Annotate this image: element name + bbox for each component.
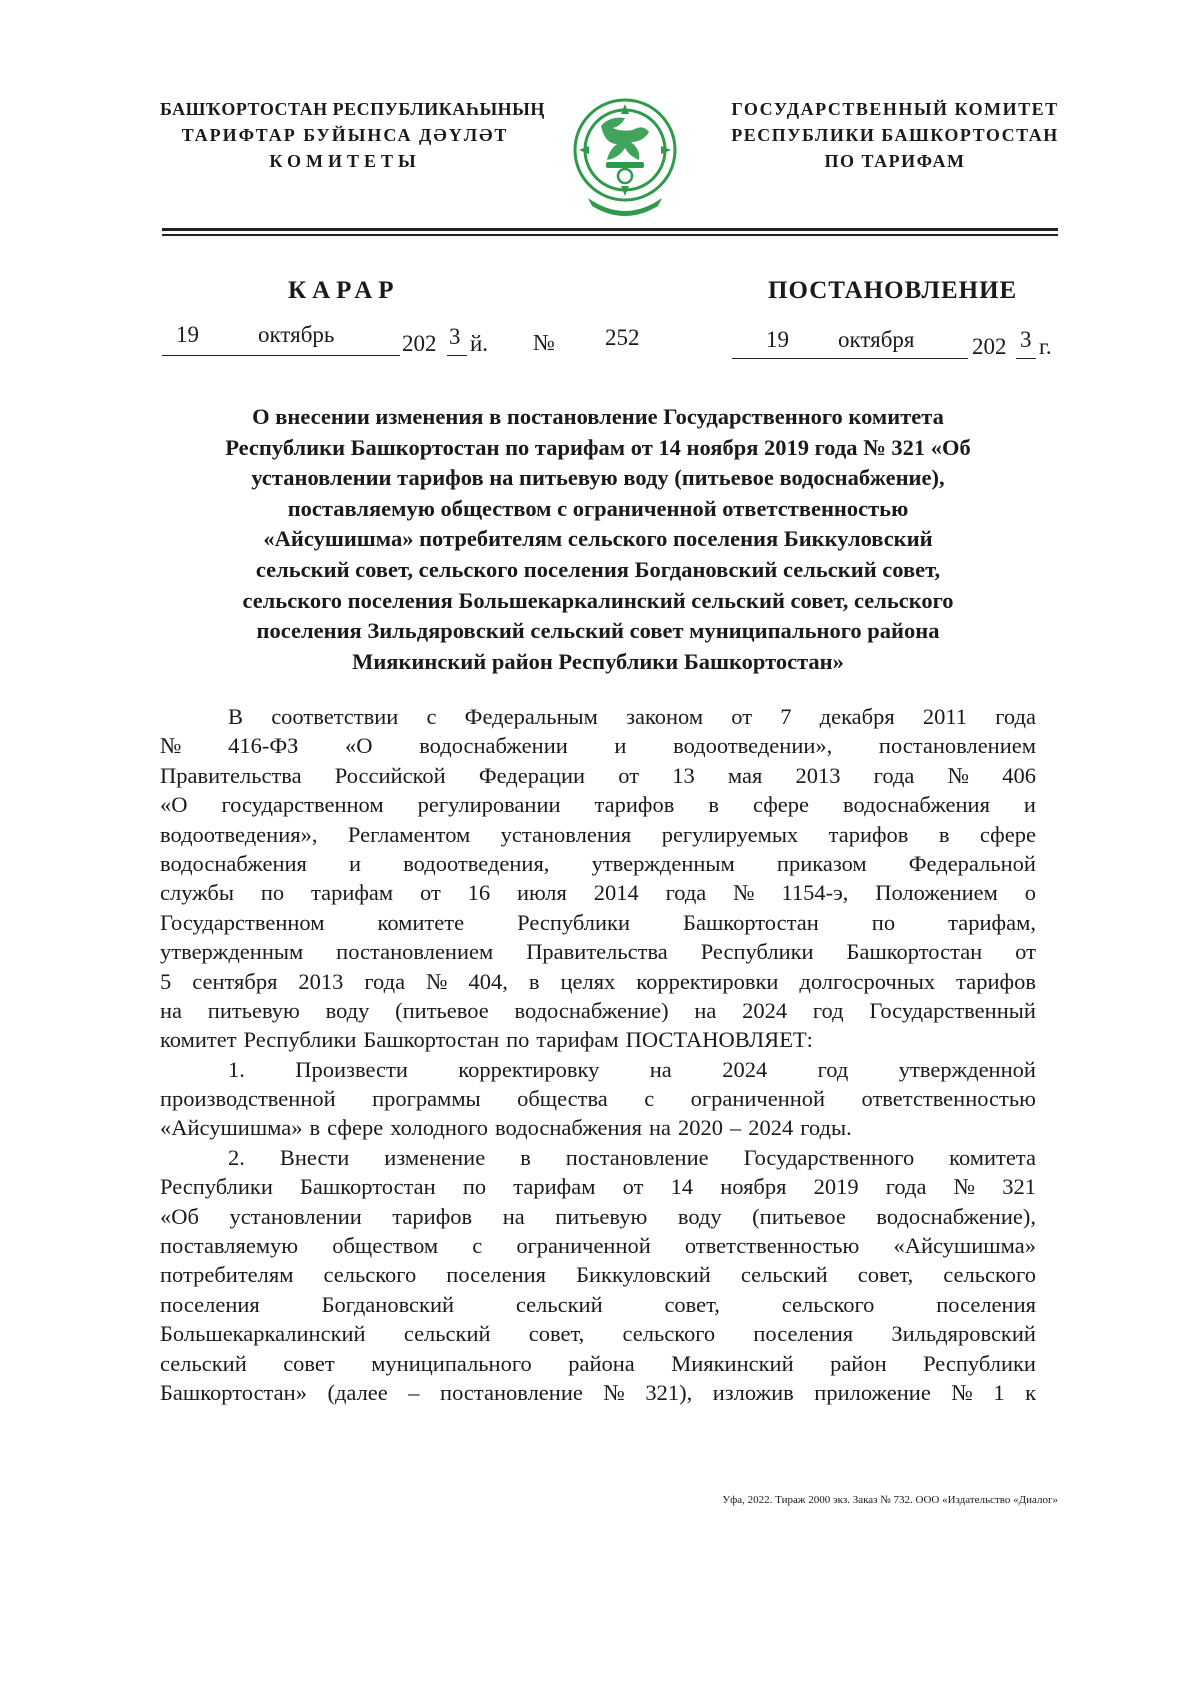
date-right-year-prefix: 202 <box>972 334 1007 359</box>
header-divider-thick <box>162 228 1058 231</box>
subject-line: сельского поселения Большекаркалинский сельский совет, сельского <box>242 587 954 613</box>
date-left-day: 19 <box>176 322 199 347</box>
body-line: Правительства Российской Федерации от 13 мая 2013 года № 406 <box>160 762 1036 788</box>
body-line: 5 сентября 2013 года № 404, в целях корректировки долгосрочных тарифов <box>160 968 1036 994</box>
body-line: Государственном комитете Республики Башкортостан по тарифам, <box>160 909 1036 935</box>
body-line: сельский совет муниципального района Миякинский район Республики <box>160 1350 1036 1376</box>
date-left-year-digit: 3 <box>449 324 461 349</box>
body-line: комитет Республики Башкортостан по тарифам ПОСТАНОВЛЯЕТ: <box>160 1027 813 1053</box>
body-line: «Айсушишма» в сфере холодного водоснабжения на 2020 – 2024 годы. <box>160 1115 852 1141</box>
subject-line: «Айсушишма» потребителям сельского поселения Биккуловский <box>263 526 933 552</box>
header-bashkir-org-name <box>160 96 545 174</box>
header-left-line: БАШҠОРТОСТАН РЕСПУБЛИКАҺЫНЫҢ <box>160 99 545 119</box>
body-line: производственной программы общества с ограниченной ответственностью <box>160 1086 1036 1112</box>
subject-line: Миякинский район Республики Башкортостан» <box>352 648 844 674</box>
document-subject <box>160 402 1036 677</box>
subject-line: Республики Башкортостан по тарифам от 14 ноября 2019 года № 321 «Об <box>225 434 971 460</box>
header-left-line: КОМИТЕТЫ <box>269 151 421 171</box>
subject-line: поставляемую обществом с ограниченной ответственностью <box>287 495 909 521</box>
title-postanovlenie: ПОСТАНОВЛЕНИЕ <box>768 277 1018 304</box>
date-right-year-digit: 3 <box>1020 327 1032 352</box>
date-right-month: октября <box>838 327 915 352</box>
body-line: водоснабжения и водоотведения, утвержденным приказом Федеральной <box>160 850 1036 876</box>
body-line: Республики Башкортостан по тарифам от 14 ноября 2019 года № 321 <box>160 1174 1036 1200</box>
body-line: Большекаркалинский сельский совет, сельского поселения Зильдяровский <box>160 1321 1036 1347</box>
date-right-suffix: г. <box>1039 334 1052 359</box>
date-left-underline <box>162 355 400 356</box>
date-left-suffix: й. <box>470 331 489 356</box>
date-left-year-underline <box>447 355 467 356</box>
date-left-month: октябрь <box>258 322 335 347</box>
header-russian-org-name <box>720 96 1070 174</box>
date-left-year-prefix: 202 <box>402 331 437 356</box>
body-line: утвержденным постановлением Правительства Республики Башкортостан от <box>160 939 1036 965</box>
header-left-line: ТАРИФТАР БУЙЫНСА ДӘҮЛӘТ <box>181 125 509 145</box>
body-line: № 416-ФЗ «О водоснабжении и водоотведении», постановлением <box>160 733 1036 759</box>
body-line: водоотведения», Регламентом установления регулируемых тарифов в сфере <box>160 821 1036 847</box>
subject-line: поселения Зильдяровский сельский совет муниципального района <box>256 618 940 644</box>
body-line: «Об установлении тарифов на питьевую воду (питьевое водоснабжение), <box>160 1203 1036 1229</box>
body-line: 2. Внести изменение в постановление Государственного комитета <box>228 1144 1036 1170</box>
footer-imprint: Уфа, 2022. Тираж 2000 экз. Заказ № 732. ООО «Издательство «Диалог» <box>722 1494 1058 1506</box>
subject-line: О внесении изменения в постановление Государственного комитета <box>252 404 944 429</box>
document-body <box>160 702 1036 1407</box>
body-line: 1. Произвести корректировку на 2024 год утвержденной <box>228 1056 1036 1082</box>
date-right-year-underline <box>1016 358 1036 359</box>
body-line: поселения Богдановский сельский совет, сельского поселения <box>160 1291 1036 1317</box>
header-right-line: РЕСПУБЛИКИ БАШКОРТОСТАН <box>731 125 1059 145</box>
date-right-day: 19 <box>766 327 789 352</box>
header-right-line: ГОСУДАРСТВЕННЫЙ КОМИТЕТ <box>731 99 1059 119</box>
header-right-line: ПО ТАРИФАМ <box>824 151 966 171</box>
document-number: 252 <box>605 325 640 350</box>
body-line: «О государственном регулировании тарифов в сфере водоснабжения и <box>160 792 1036 818</box>
number-sign: № <box>533 330 555 355</box>
body-line: потребителям сельского поселения Биккуловский сельский совет, сельского <box>160 1262 1036 1288</box>
title-karar: КАРАР <box>288 277 400 304</box>
subject-line: сельский совет, сельского поселения Богдановский сельский совет, <box>255 556 941 582</box>
body-line: В соответствии с Федеральным законом от 7 декабря 2011 года <box>228 704 1036 729</box>
body-line: поставляемую обществом с ограниченной ответственностью «Айсушишма» <box>160 1233 1036 1259</box>
body-line: Башкортостан» (далее – постановление № 321), изложив приложение № 1 к <box>160 1379 1036 1405</box>
body-line: службы по тарифам от 16 июля 2014 года № 1154-э, Положением о <box>160 880 1036 906</box>
body-line: на питьевую воду (питьевое водоснабжение) на 2024 год Государственный <box>160 997 1036 1023</box>
bashkortostan-coat-of-arms-icon <box>568 96 682 218</box>
header-divider-thin <box>162 234 1058 236</box>
date-right-underline <box>732 358 968 359</box>
subject-line: установлении тарифов на питьевую воду (питьевое водоснабжение), <box>251 465 945 491</box>
